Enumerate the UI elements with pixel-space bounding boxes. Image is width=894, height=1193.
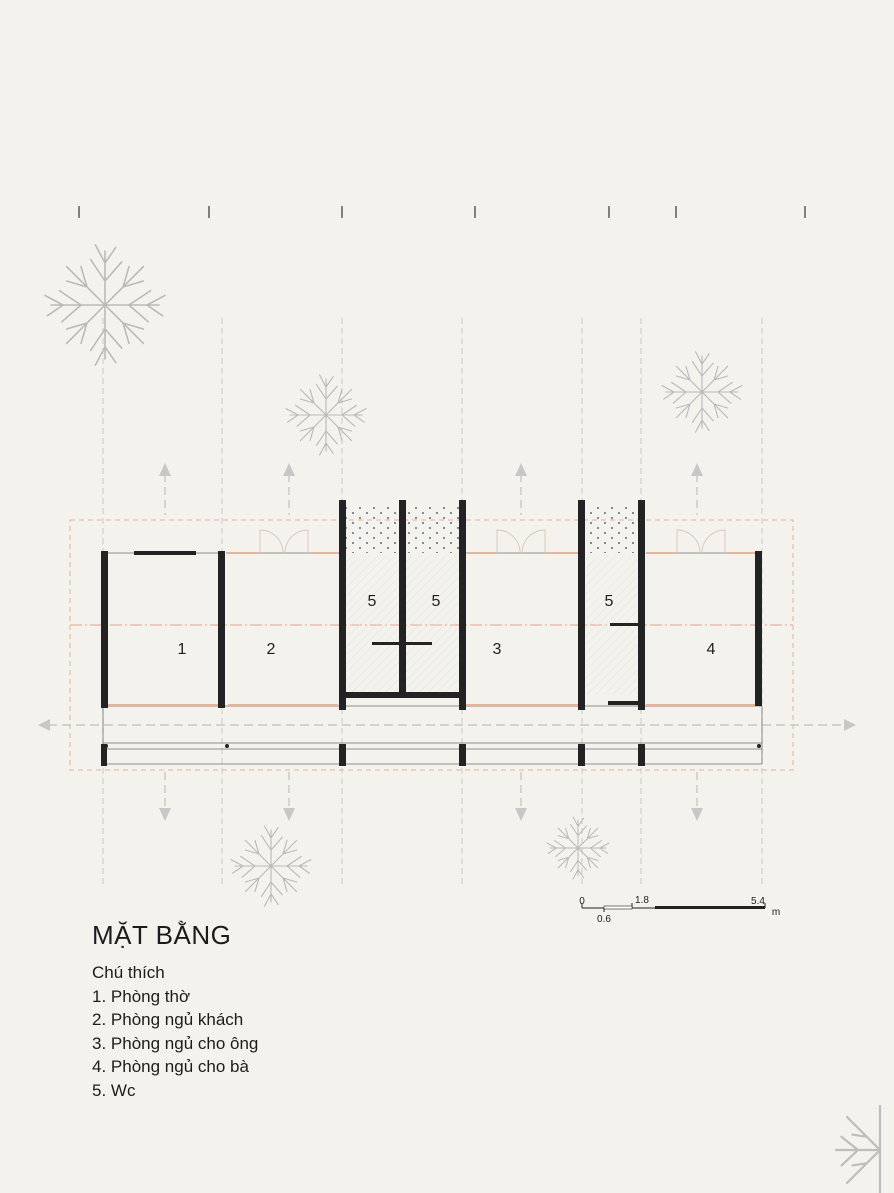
door-swings	[260, 530, 725, 553]
column-dots	[104, 744, 761, 748]
room-label-5b: 5	[431, 593, 441, 610]
arrow-icon	[283, 463, 295, 476]
room-label-2: 2	[266, 641, 276, 658]
scale-label-0-6: 0.6	[597, 914, 611, 925]
arrow-icon	[515, 463, 527, 476]
arrow-icon	[691, 463, 703, 476]
tree-icon	[836, 1106, 880, 1193]
legend-item: 1. Phòng thờ	[92, 986, 191, 1006]
scale-label-0: 0	[579, 896, 585, 907]
scale-label-1-8: 1.8	[635, 895, 649, 906]
arrow-icon	[515, 808, 527, 821]
arrow-icon	[691, 808, 703, 821]
scale-unit: m	[771, 907, 781, 918]
axis-tick-marks	[79, 206, 805, 218]
scale-bar	[579, 895, 780, 925]
room-label-5c: 5	[604, 593, 614, 610]
tree-icon	[286, 375, 366, 455]
arrow-icon	[38, 719, 50, 731]
plan-title: MẶT BẰNG	[92, 920, 232, 950]
horizontal-axis	[38, 719, 856, 731]
tree-icon	[662, 352, 742, 432]
room-label-3: 3	[492, 641, 502, 658]
arrow-icon	[283, 808, 295, 821]
room-label-4: 4	[706, 641, 716, 658]
planter-areas	[346, 505, 638, 553]
arrow-icon	[159, 463, 171, 476]
legend-item: 4. Phòng ngủ cho bà	[92, 1057, 249, 1076]
tree-icon	[45, 245, 165, 365]
legend	[92, 920, 258, 1102]
legend-item: 3. Phòng ngủ cho ông	[92, 1033, 259, 1053]
arrow-icon	[844, 719, 856, 731]
legend-item: 5. Wc	[92, 1080, 136, 1100]
scale-label-5-4: 5.4	[751, 896, 765, 907]
room-label-5a: 5	[367, 593, 377, 610]
legend-item: 2. Phòng ngủ khách	[92, 1010, 244, 1029]
tree-icon	[547, 817, 609, 879]
arrow-icon	[159, 808, 171, 821]
legend-heading: Chú thích	[92, 963, 165, 982]
tree-icon	[231, 826, 311, 906]
room-label-1: 1	[177, 641, 187, 658]
